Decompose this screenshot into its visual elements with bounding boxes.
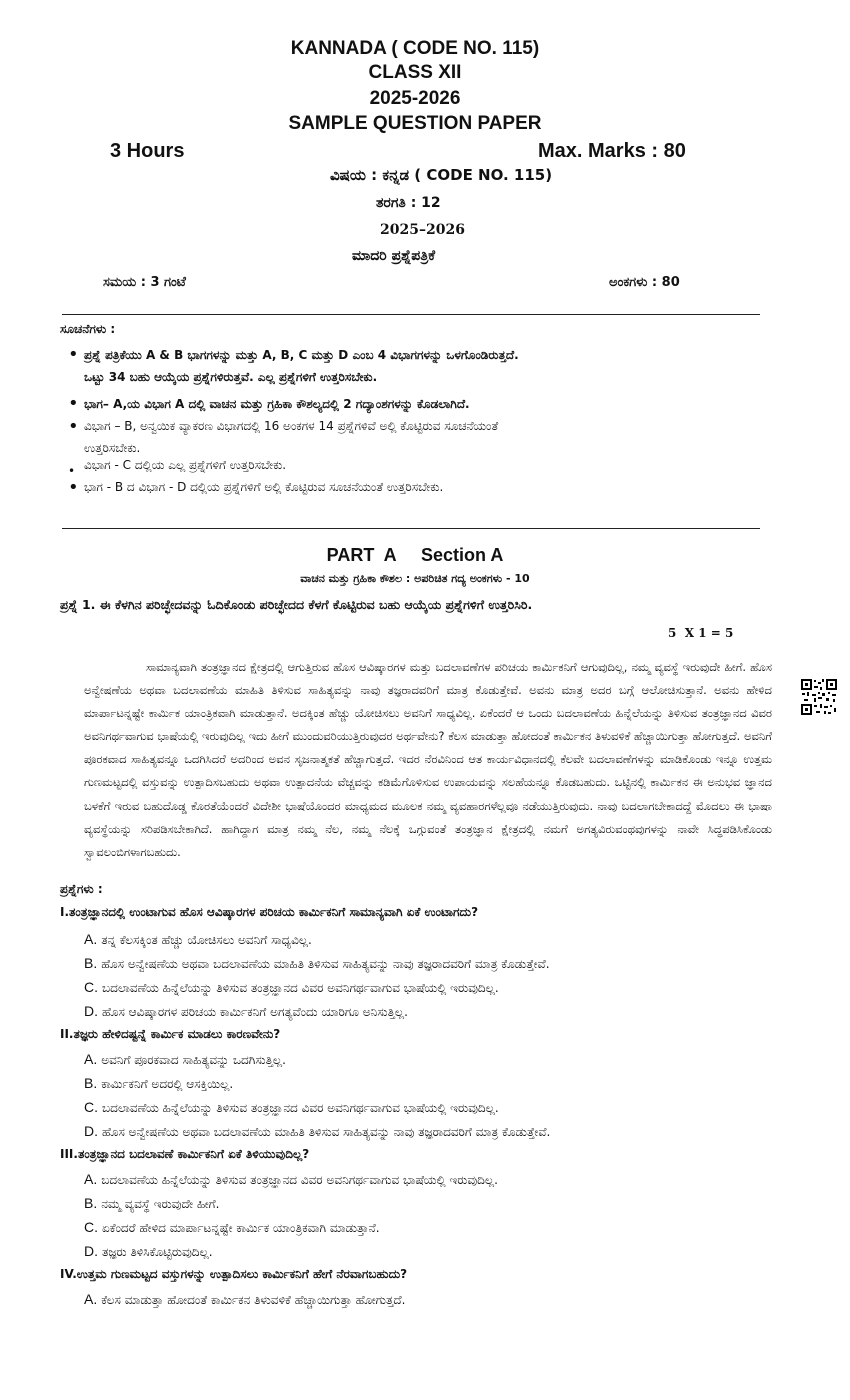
option-ii-c (84, 1099, 499, 1116)
title-line-4: SAMPLE QUESTION PAPER (288, 113, 542, 134)
option-text: ಹೊಸ ಅನ್ವೇಷಣೆಯ ಅಥವಾ ಬದಲಾವಣೆಯ ಮಾಹಿತಿ ತಿಳಿಸುವ ಸಾಹಿತ್ಯವನ್ನು ನಾವು ತಜ್ಞರಾದವರಿಗೆ ಮಾತ್ರ ಕೊಡುತ್ತೇವೆ. (101, 957, 550, 971)
instruction-item: ಉತ್ತರಿಸಬೇಕು. (84, 441, 141, 455)
title-line-3: 2025-2026 (369, 88, 461, 109)
question-1-prompt: ಪ್ರಶ್ನೆ 1. ಈ ಕೆಳಗಿನ ಪರಿಚ್ಛೇದವನ್ನು ಓದಿಕೊಂಡು ಪರಿಚ್ಛೇದದ ಕೆಳಗೆ ಕೊಟ್ಟಿರುವ ಬಹು ಆಯ್ಕೆಯ ಪ್ರಶ್ನೆಗಳಿಗೆ ಉತ್ತರಿಸಿರಿ. (60, 597, 533, 612)
question-i: I.ತಂತ್ರಜ್ಞಾನದಲ್ಲಿ ಉಂಟಾಗುವ ಹೊಸ ಆವಿಷ್ಕಾರಗಳ ಪರಿಚಯ ಕಾರ್ಮಿಕನಿಗೆ ಸಾಮಾನ್ಯವಾಗಿ ಏಕೆ ಉಂಟಾಗದು? (60, 905, 479, 919)
option-text: ಅವನಿಗೆ ಪೂರಕವಾದ ಸಾಹಿತ್ಯವನ್ನು ಒದಗಿಸುತ್ತಿಲ್ಲ. (101, 1053, 286, 1067)
option-label: C. (84, 1219, 98, 1235)
grade-line: ತರಗತಿ : 12 (376, 195, 441, 211)
option-iii-d (84, 1243, 213, 1260)
option-ii-b (84, 1075, 233, 1092)
option-label: C. (84, 1099, 98, 1115)
qr-code-icon (800, 678, 838, 716)
option-label: A. (84, 1051, 98, 1067)
bullet-4: • (68, 464, 76, 478)
divider-middle (62, 528, 760, 529)
option-label: C. (84, 979, 98, 995)
option-ii-a (84, 1051, 286, 1068)
option-i-d (84, 1003, 408, 1020)
option-label: D. (84, 1243, 98, 1259)
instruction-item: ವಿಭಾಗ - C ದಲ್ಲಿಯ ಎಲ್ಲ ಪ್ರಶ್ನೆಗಳಿಗೆ ಉತ್ತರಿಸಬೇಕು. (84, 458, 287, 472)
option-iv-a (84, 1291, 405, 1308)
title-line-2: CLASS XII (368, 62, 462, 83)
option-label: A. (84, 931, 98, 947)
instruction-item: ಭಾಗ– A,ಯ ವಿಭಾಗ A ದಲ್ಲಿ ವಾಚನ ಮತ್ತು ಗ್ರಹಿಕಾ ಕೌಶಲ್ಯದಲ್ಲಿ 2 ಗದ್ಯಾಂಶಗಳನ್ನು ಕೊಡಲಾಗಿದೆ. (84, 397, 470, 411)
passage-text: ಸಾಮಾನ್ಯವಾಗಿ ತಂತ್ರಜ್ಞಾನದ ಕ್ಷೇತ್ರದಲ್ಲಿ ಆಗುತ್ತಿರುವ ಹೊಸ ಆವಿಷ್ಕಾರಗಳ ಮತ್ತು ಬದಲಾವಣೆಗಳ ಪರಿಚಯ ಕಾರ್ಮಿಕನಿಗೆ ಆಗುವುದಿಲ್ಲ, ನಮ್ಮ ವ್ಯವಸ್ಥೆ ಇರುವುದೇ ಹೀಗೆ. ಹೊಸ ಅನ್ವೇಷಣೆಯ ಅಥವಾ ಬದಲಾವಣೆಯ ಮಾಹಿತಿ ತಿಳಿಸುವ ಸಾಹಿತ್ಯವನ್ನು ನಾವು ತಜ್ಞರಾದವರಿಗೆ ಮಾತ್ರ ಕೊಡುತ್ತೇವೆ. ಅವನು ಮಾತ್ರ ಅದರ ಬಗ್ಗೆ ಆಲೋಚಿಸುತ್ತಾನೆ. ಅವನು ಹೇಳಿದ ಮಾರ್ಪಾಟನ್ನಷ್ಟೇ ಕಾರ್ಮಿಕ ಯಾಂತ್ರಿಕವಾಗಿ ಮಾಡುತ್ತಾನೆ. ಅದಕ್ಕಿಂತ ಹೆಚ್ಚು ಯೋಚಿಸಲು ಅವನಿಗೆ ಸಾಧ್ಯವಿಲ್ಲ. ಏಕೆಂದರೆ ಆ ಒಂದು ಬದಲಾವಣೆಯ ಹಿನ್ನೆಲೆಯನ್ನು ತಿಳಿಸುವ ತಂತ್ರಜ್ಞಾನದ ವಿವರ ಅವನಿಗರ್ಥವಾಗುವ ಭಾಷೆಯಲ್ಲಿ ಇರುವುದಿಲ್ಲ ಇದು ಹೀಗೆ ಮುಂದುವರಿಯುತ್ತಿರುವುದರ ಅರ್ಥವೇನು? ಕೆಲಸ ಮಾಡುತ್ತಾ ಹೋದಂತೆ ಕಾರ್ಮಿಕನ ತಿಳುವಳಿಕೆ ಹೆಚ್ಚಾಯಿಗುತ್ತಾ ಹೋಗುತ್ತದೆ. ಅವನಿಗೆ ಪೂರಕವಾದ ಸಾಹಿತ್ಯವನ್ನೂ ಒದಗಿಸಿದರೆ ಅದರಿಂದ ಅವನ ಸೃಜನಾತ್ಮಕತೆ ಹೆಚ್ಚಾಗುತ್ತದೆ. ಇದರ ನೆರವಿನಿಂದ ಆತ ಕಾರ್ಯವಿಧಾನದಲ್ಲಿ ಕೆಲವೇ ಬದಲಾವಣೆಗಳನ್ನು ಮಾಡಿಕೊಂಡು ಇನ್ನೂ ಉತ್ತಮ ಗುಣಮಟ್ಟದಲ್ಲಿ ವಸ್ತುವನ್ನು ಉತ್ಪಾದಿಸಬಹುದು ಅಥವಾ ಉತ್ಪಾದನೆಯ ವೆಚ್ಚವನ್ನು ಕಡಿಮೆಗೊಳಿಸುವ ಉಪಾಯವನ್ನು ಸಲಹೆಯನ್ನೂ ಕೊಡಬಹುದು. ಒಟ್ಟಿನಲ್ಲಿ ಕಾರ್ಮಿಕನ ಈ ಅನುಭವ ಜ್ಞಾನದ ಬಳಕೆಗೆ ಇರುವ ಬಹುದೊಡ್ಡ ಕೊರತೆಯೆಂದರೆ ವಿದೇಶೀ ಭಾಷೆಯೊಂದರ ಮಾಧ್ಯಮದ ಮೂಲಕ ನಮ್ಮ ವ್ಯವಹಾರಗಳೆಲ್ಲವೂ ನಡೆಯುತ್ತಿರುವುದು. ನಾವು ಬದಲಾಗಬೇಕಾದದ್ದೆ ಮೊದಲು ಈ ಭಾಷಾ ವ್ಯವಸ್ಥೆಯನ್ನು ಸರಿಪಡಿಸಬೇಕಾಗಿದೆ. ಹಾಗಿದ್ದಾಗ ಮಾತ್ರ ನಮ್ಮ ನೆಲ, ನಮ್ಮ ನೆಲಕ್ಕೆ ಒಗ್ಗುವಂತೆ ತಂತ್ರಜ್ಞಾನ ಕ್ಷೇತ್ರದಲ್ಲಿ ನಮಗೆ ಅಗತ್ಯವಿರುವಂಥವುಗಳನ್ನು ನಾವೇ ಸಿದ್ಧಪಡಿಸಿಕೊಂಡು ಸ್ವಾವಲಂಬಿಗಳಾಗಬಹುದು. (84, 660, 772, 859)
instruction-item: ಪ್ರಶ್ನೆ ಪತ್ರಿಕೆಯು A & B ಭಾಗಗಳನ್ನು ಮತ್ತು A, B, C ಮತ್ತು D ಎಂಬ 4 ವಿಭಾಗಗಳನ್ನು ಒಳಗೊಂಡಿರುತ್ತದೆ. (84, 348, 519, 362)
option-text: ಏಕೆಂದರೆ ಹೇಳಿದ ಮಾರ್ಪಾಟನ್ನಷ್ಟೇ ಕಾರ್ಮಿಕ ಯಾಂತ್ರಿಕವಾಗಿ ಮಾಡುತ್ತಾನೆ. (102, 1221, 380, 1235)
option-iii-c (84, 1219, 380, 1236)
instructions-heading: ಸೂಚನೆಗಳು : (60, 322, 116, 336)
max-marks-label: Max. Marks : 80 (538, 140, 686, 162)
option-i-c (84, 979, 499, 996)
option-label: A. (84, 1171, 98, 1187)
option-label: B. (84, 1195, 98, 1211)
option-label: D. (84, 1003, 98, 1019)
title-line-1: KANNADA ( CODE NO. 115) (290, 38, 540, 59)
question-ii: II.ತಜ್ಞರು ಹೇಳಿದಷ್ಟನ್ನೆ ಕಾರ್ಮಿಕ ಮಾಡಲು ಕಾರಣವೇನು? (60, 1027, 281, 1041)
option-text: ಬದಲಾವಣೆಯ ಹಿನ್ನೆಲೆಯನ್ನು ತಿಳಿಸುವ ತಂತ್ರಜ್ಞಾನದ ವಿವರ ಅವನಿಗರ್ಥವಾಗುವ ಭಾಷೆಯಲ್ಲಿ ಇರುವುದಿಲ್ಲ. (102, 1101, 499, 1115)
option-text: ಬದಲಾವಣೆಯ ಹಿನ್ನೆಲೆಯನ್ನು ತಿಳಿಸುವ ತಂತ್ರಜ್ಞಾನದ ವಿವರ ಅವನಿಗರ್ಥವಾಗುವ ಭಾಷೆಯಲ್ಲಿ ಇರುವುದಿಲ್ಲ. (102, 981, 499, 995)
question-iv: IV.ಉತ್ತಮ ಗುಣಮಟ್ಟದ ವಸ್ತುಗಳನ್ನು ಉತ್ಪಾದಿಸಲು ಕಾರ್ಮಿಕನಿಗೆ ಹೇಗೆ ನೆರವಾಗಬಹುದು? (60, 1267, 408, 1281)
questions-heading: ಪ್ರಶ್ನೆಗಳು : (60, 882, 103, 896)
model-paper-line: ಮಾದರಿ ಪ್ರಶ್ನೆಪತ್ರಿಕೆ (352, 248, 436, 264)
option-ii-d (84, 1123, 550, 1140)
duration-label: 3 Hours (110, 140, 185, 162)
instruction-item: ಒಟ್ಟು 34 ಬಹು ಆಯ್ಕೆಯ ಪ್ರಶ್ನೆಗಳಿರುತ್ತವೆ. ಎಲ್ಲ ಪ್ರಶ್ನೆಗಳಿಗೆ ಉತ್ತರಿಸಬೇಕು. (84, 370, 378, 384)
year-line: 2025–2026 (380, 222, 465, 238)
option-label: D. (84, 1123, 98, 1139)
option-i-b (84, 955, 550, 972)
option-text: ಬದಲಾವಣೆಯ ಹಿನ್ನೆಲೆಯನ್ನು ತಿಳಿಸುವ ತಂತ್ರಜ್ಞಾನದ ವಿವರ ಅವನಿಗರ್ಥವಾಗುವ ಭಾಷೆಯಲ್ಲಿ ಇರುವುದಿಲ್ಲ. (101, 1173, 498, 1187)
passage (84, 656, 772, 864)
divider-top (62, 314, 760, 315)
option-text: ಕೆಲಸ ಮಾಡುತ್ತಾ ಹೋದಂತೆ ಕಾರ್ಮಿಕನ ತಿಳುವಳಿಕೆ ಹೆಚ್ಚಾಯಿಗುತ್ತಾ ಹೋಗುತ್ತದೆ. (101, 1293, 406, 1307)
option-label: B. (84, 955, 98, 971)
time-label: ಸಮಯ : 3 ಗಂಟೆ (103, 275, 186, 290)
part-subtitle: ವಾಚನ ಮತ್ತು ಗ್ರಹಿಕಾ ಕೌಶಲ : ಅಪರಿಚಿತ ಗದ್ಯ ಅಂಕಗಳು - 10 (300, 572, 530, 585)
bullet-2: • (68, 393, 79, 414)
option-text: ಹೊಸ ಅನ್ವೇಷಣೆಯ ಅಥವಾ ಬದಲಾವಣೆಯ ಮಾಹಿತಿ ತಿಳಿಸುವ ಸಾಹಿತ್ಯವನ್ನು ನಾವು ತಜ್ಞರಾದವರಿಗೆ ಮಾತ್ರ ಕೊಡುತ್ತೇವೆ. (102, 1125, 551, 1139)
bullet-3: • (68, 416, 79, 437)
option-iii-b (84, 1195, 219, 1212)
question-iii: III.ತಂತ್ರಜ್ಞಾನದ ಬದಲಾವಣೆ ಕಾರ್ಮಿಕನಿಗೆ ಏಕೆ ತಿಳಿಯುವುದಿಲ್ಲ? (60, 1147, 310, 1161)
option-text: ತನ್ನ ಕೆಲಸಕ್ಕಿಂತ ಹೆಚ್ಚು ಯೋಚಿಸಲು ಅವನಿಗೆ ಸಾಧ್ಯವಿಲ್ಲ. (101, 933, 312, 947)
option-i-a (84, 931, 312, 948)
part-title: PART A Section A (326, 545, 504, 565)
bullet-5: • (68, 477, 79, 498)
option-text: ನಮ್ಮ ವ್ಯವಸ್ಥೆ ಇರುವುದೇ ಹೀಗೆ. (101, 1197, 220, 1211)
question-1-marks: 5 X 1 = 5 (668, 626, 734, 640)
option-text: ತಜ್ಞರು ತಿಳಿಸಿಕೊಟ್ಟಿರುವುದಿಲ್ಲ. (102, 1245, 213, 1259)
marks-label: ಅಂಕಗಳು : 80 (609, 275, 680, 290)
instruction-item: ಭಾಗ - B ದ ವಿಭಾಗ - D ದಲ್ಲಿಯ ಪ್ರಶ್ನೆಗಳಿಗೆ ಅಲ್ಲಿ ಕೊಟ್ಟಿರುವ ಸೂಚನೆಯಂತೆ ಉತ್ತರಿಸಬೇಕು. (84, 480, 444, 494)
option-text: ಕಾರ್ಮಿಕನಿಗೆ ಅದರಲ್ಲಿ ಆಸಕ್ತಿಯಿಲ್ಲ. (101, 1077, 234, 1091)
subject-line: ವಿಷಯ : ಕನ್ನಡ ( CODE NO. 115) (330, 166, 553, 184)
option-label: A. (84, 1291, 98, 1307)
bullet-1: • (68, 344, 79, 365)
instruction-item: ವಿಭಾಗ – B, ಅನ್ವಯಿಕ ವ್ಯಾಕರಣ ವಿಭಾಗದಲ್ಲಿ 16 ಅಂಕಗಳ 14 ಪ್ರಶ್ನೆಗಳಿವೆ ಅಲ್ಲಿ ಕೊಟ್ಟಿರುವ ಸೂಚನೆಯಂತೆ (84, 419, 499, 433)
option-text: ಹೊಸ ಆವಿಷ್ಕಾರಗಳ ಪರಿಚಯ ಕಾರ್ಮಿಕನಿಗೆ ಅಗತ್ಯವೆಂದು ಯಾರಿಗೂ ಅನಿಸುತ್ತಿಲ್ಲ. (102, 1005, 408, 1019)
option-iii-a (84, 1171, 498, 1188)
option-label: B. (84, 1075, 98, 1091)
